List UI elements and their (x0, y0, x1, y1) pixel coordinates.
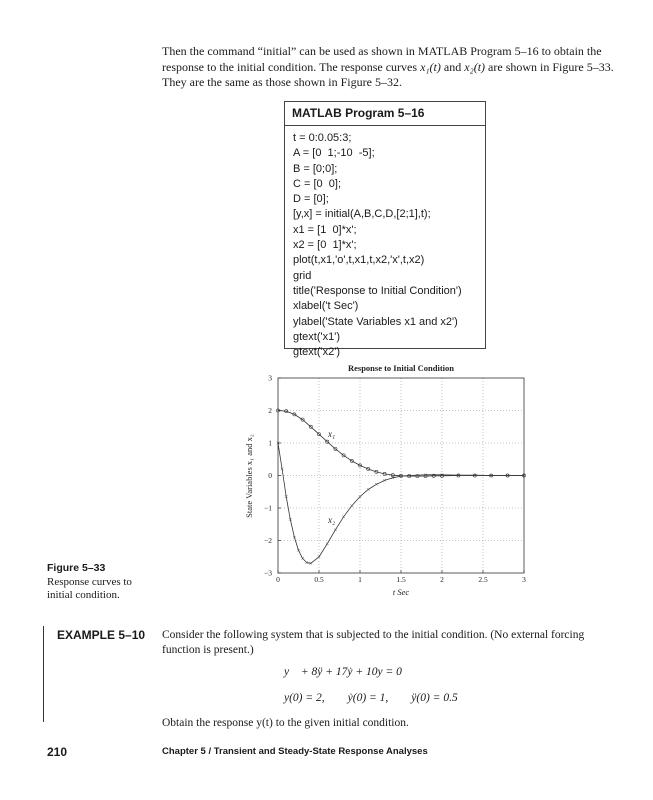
x-tick-label: 1.5 (396, 575, 406, 584)
x-axis-label: t Sec (392, 587, 410, 597)
code-line: t = 0:0.05:3; (293, 132, 352, 144)
chart-title: Response to Initial Condition (347, 363, 455, 373)
y-tick-label: 0 (268, 471, 272, 481)
example-text: Consider the following system that is subjected to the initial condition. (No external forcing function is present.) (162, 629, 585, 656)
x2-point (342, 515, 345, 518)
code-line: x1 = [1 0]*x'; (293, 223, 357, 236)
figure-caption (47, 562, 157, 603)
code-line: B = [0;0]; (293, 162, 338, 175)
chapter-title: Chapter 5 / Transient and Steady-State Response Analyses (162, 746, 428, 757)
y-tick-label: −3 (264, 568, 272, 578)
program-code (285, 126, 485, 360)
y-axis-label: State Variables x₁ and x₂ (244, 434, 254, 518)
x-tick-label: 0.5 (314, 575, 324, 584)
x2-point (301, 557, 304, 560)
code-line: gtext('x1') (293, 330, 340, 343)
code-line: grid (293, 269, 312, 282)
code-line: C = [0 0]; (293, 177, 341, 190)
x-tick-label: 0 (276, 575, 280, 584)
annotation-x1: x₁ (328, 429, 336, 439)
code-line: xlabel('t Sec') (293, 300, 359, 313)
y-tick-label: −2 (264, 536, 272, 546)
page-number: 210 (47, 745, 68, 759)
x2-point (326, 542, 329, 545)
matlab-program-box (284, 101, 486, 359)
y-axis (264, 374, 281, 578)
series-x2-line (278, 443, 524, 563)
annotation-x2: x₂ (328, 515, 336, 525)
x2-point (367, 488, 370, 491)
page-footer (47, 745, 607, 761)
x-tick-label: 2 (440, 575, 444, 584)
x-tick-label: 2.5 (478, 575, 488, 584)
intro-x1: x₁(t) (420, 59, 441, 74)
x-tick-label: 3 (522, 575, 526, 584)
x2-point (334, 528, 337, 531)
initial-conditions: y(0) = 2, ẏ(0) = 1, ÿ(0) = 0.5 (284, 692, 458, 704)
code-line: A = [0 1;-10 -5]; (293, 147, 375, 160)
intro-and: and (440, 59, 465, 74)
intro-text-1: Then the command “initial” can be used as shown in MATLAB Program 5–16 to obtain the response to the initial condition. The response curves (162, 44, 602, 74)
code-line: x2 = [0 1]*x'; (293, 239, 357, 252)
x-tick-label: 1 (358, 575, 362, 584)
figure-caption-text: Response curves to initial condition. (47, 575, 132, 601)
code-line: title('Response to Initial Condition') (293, 284, 462, 297)
code-line: [y,x] = initial(A,B,C,D,[2;1],t); (293, 208, 431, 221)
x-axis (276, 570, 526, 584)
response-chart (238, 360, 538, 605)
x2-point (351, 504, 354, 507)
code-line: plot(t,x1,'o',t,x1,t,x2,'x',t,x2) (293, 254, 425, 267)
example-label: EXAMPLE 5–10 (57, 628, 146, 642)
figure-label: Figure 5–33 (47, 562, 106, 574)
example-margin-rule (43, 626, 44, 722)
code-line: gtext('x2') (293, 346, 340, 359)
program-title: MATLAB Program 5–16 (285, 102, 485, 126)
intro-paragraph (162, 44, 614, 91)
y-tick-label: 2 (268, 406, 272, 416)
differential-equation: y⃛ + 8ÿ + 17ẏ + 10y = 0 (284, 666, 402, 678)
code-line: D = [0]; (293, 193, 329, 206)
y-tick-label: 3 (268, 373, 272, 383)
y-tick-label: 1 (268, 438, 272, 448)
series-x1-markers (276, 409, 525, 478)
code-line: ylabel('State Variables x1 and x2') (293, 315, 458, 328)
intro-x2: x₂(t) (464, 59, 486, 74)
y-tick-label: −1 (264, 503, 272, 513)
example-closing: Obtain the response y(t) to the given initial condition. (162, 717, 409, 729)
intro-text-2: are shown in Figure 5–33. They are the same as those shown in Figure 5–32. (162, 59, 614, 89)
